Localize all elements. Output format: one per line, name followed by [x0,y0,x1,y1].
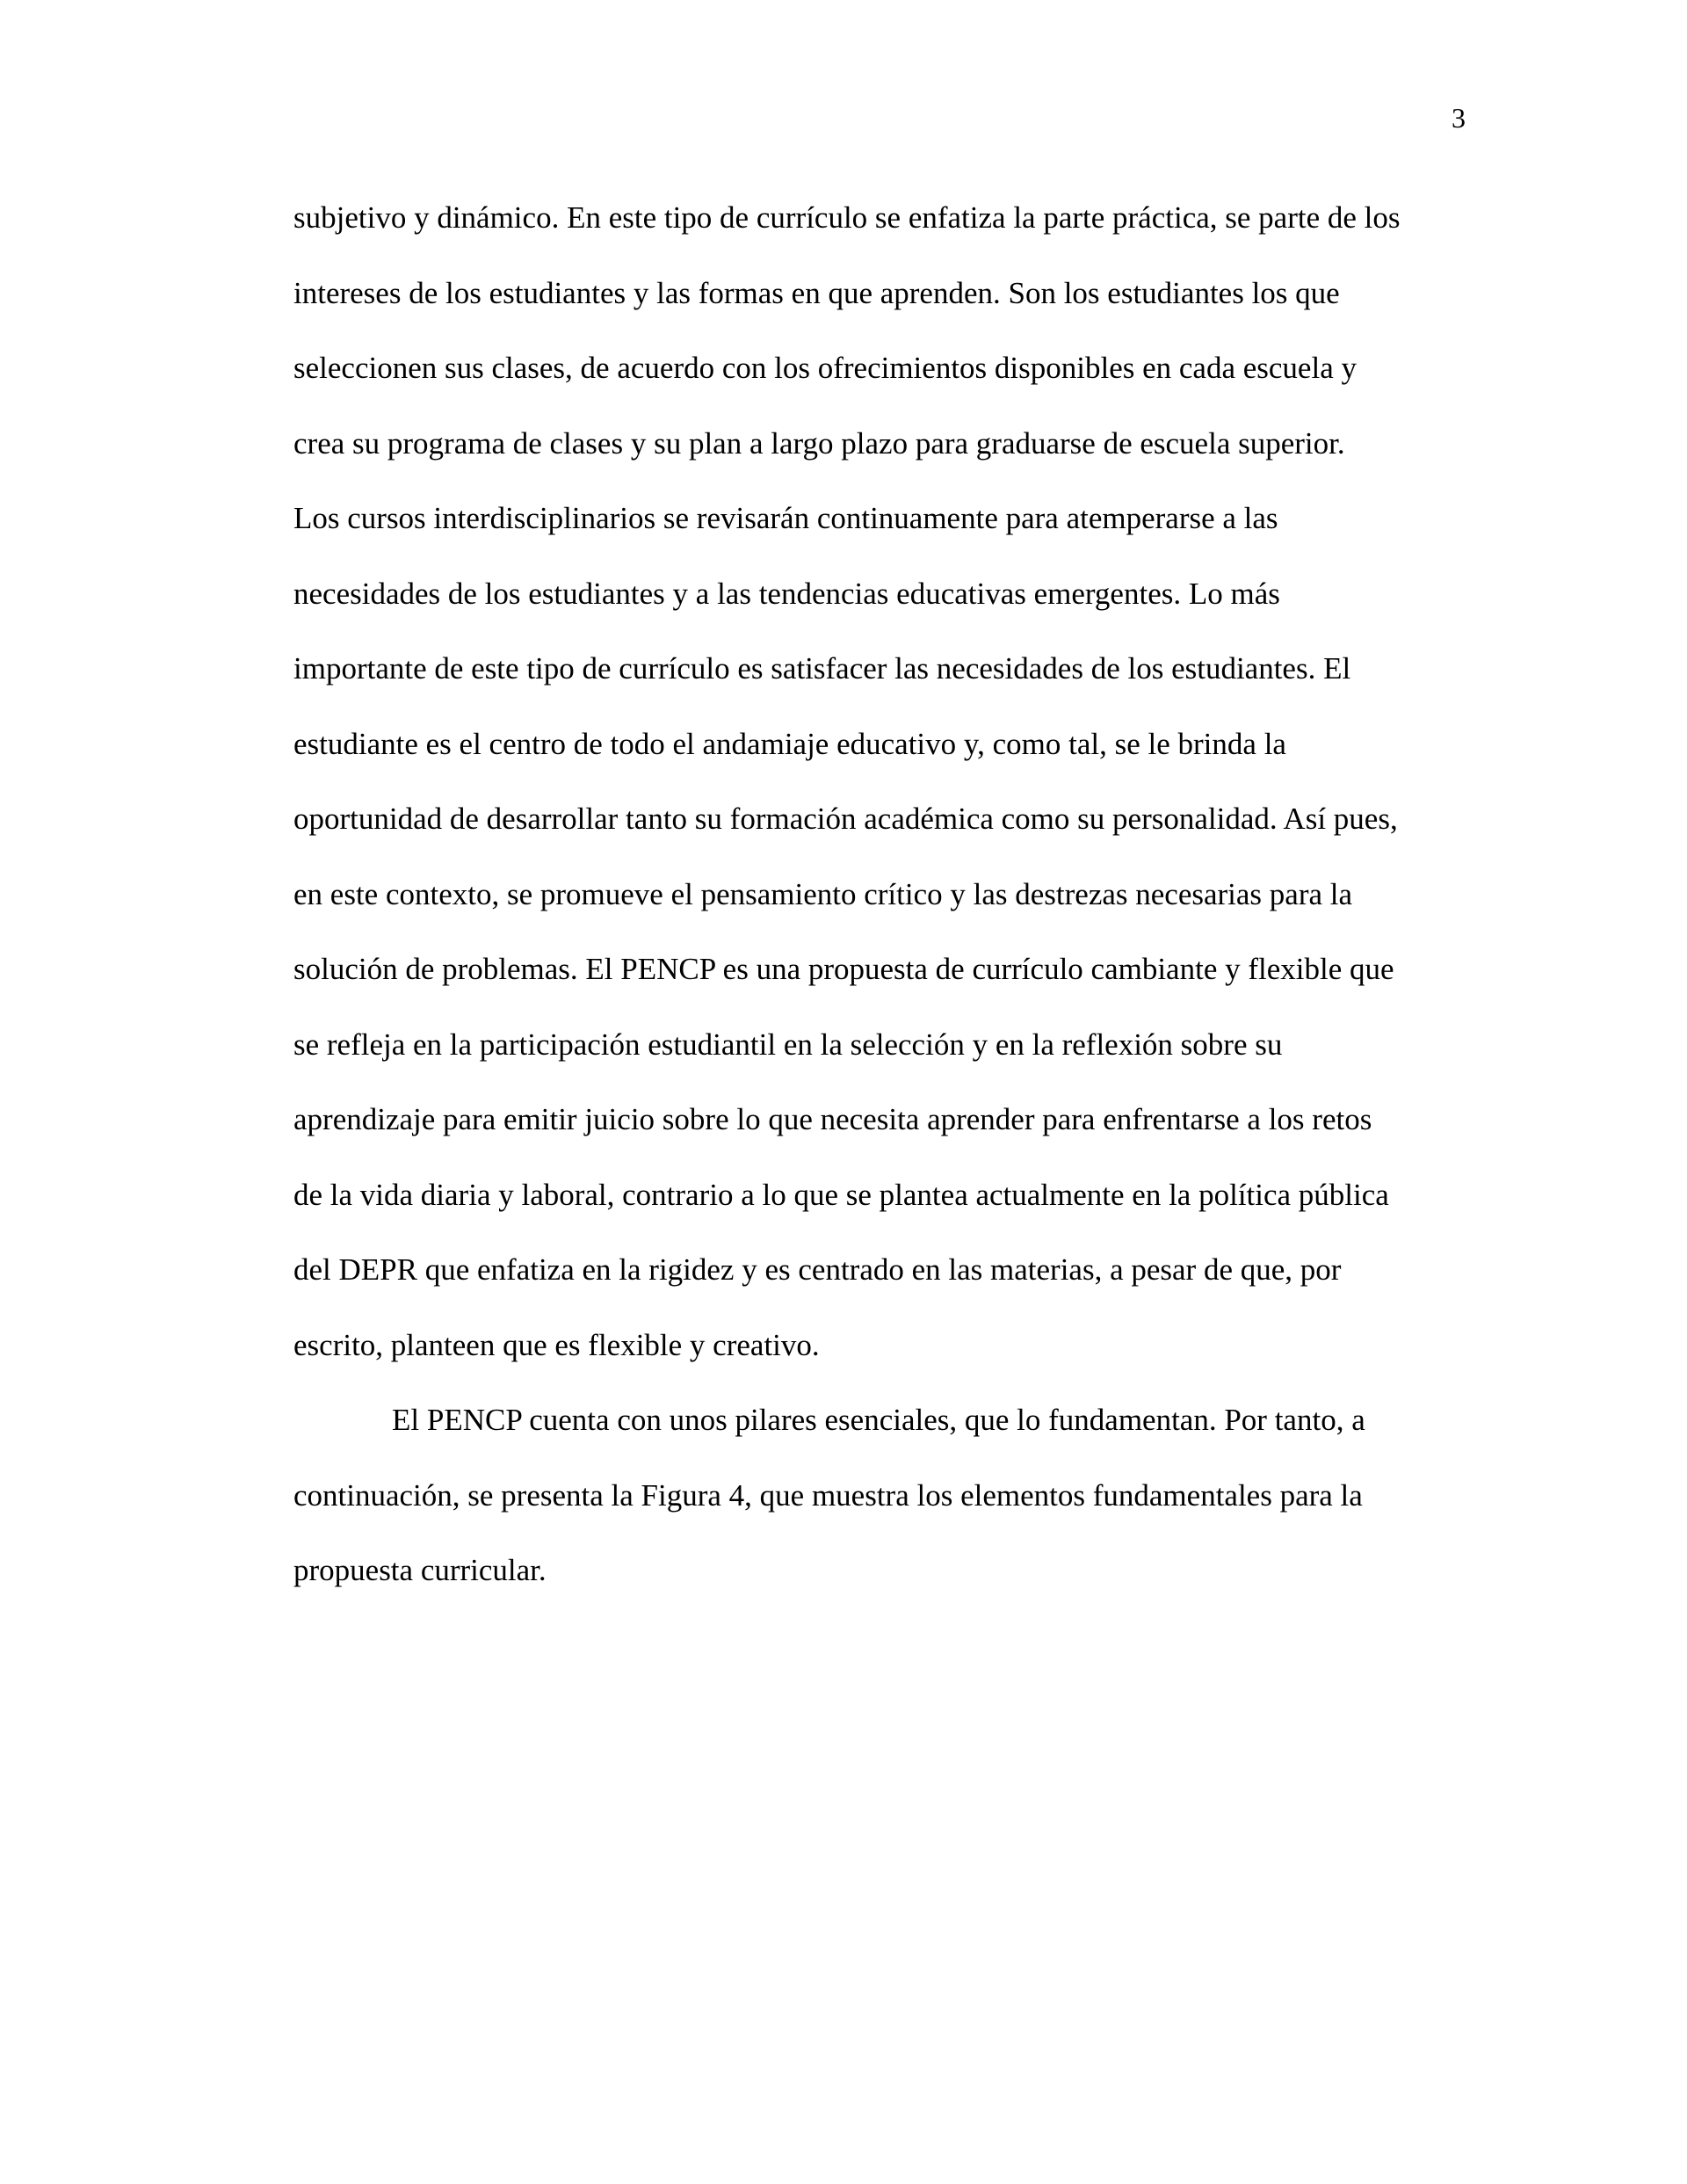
text-line: importante de este tipo de currículo es satisfacer las necesidades de los estudiantes. El [293,651,1351,686]
text-line: de la vida diaria y laboral, contrario a lo que se plantea actualmente en la política pública [293,1177,1389,1212]
text-line: Los cursos interdisciplinarios se revisarán continuamente para atemperarse a las [293,501,1278,535]
page-number: 3 [1452,102,1466,134]
text-line: intereses de los estudiantes y las formas en que aprenden. Son los estudiantes los que [293,275,1340,310]
text-line: crea su programa de clases y su plan a largo plazo para graduarse de escuela superior. [293,425,1345,461]
text-line: propuesta curricular. [293,1553,547,1587]
text-line: seleccionen sus clases, de acuerdo con los ofrecimientos disponibles en cada escuela y [293,351,1357,385]
text-line: escrito, planteen que es flexible y creativo. [293,1327,820,1362]
text-line: necesidades de los estudiantes y a las tendencias educativas emergentes. Lo más [293,576,1280,611]
text-line: continuación, se presenta la Figura 4, que muestra los elementos fundamentales para la [293,1477,1363,1513]
text-line: en este contexto, se promueve el pensamiento crítico y las destrezas necesarias para la [293,876,1353,911]
text-line: subjetivo y dinámico. En este tipo de currículo se enfatiza la parte práctica, se parte de los [293,200,1401,235]
text-line: aprendizaje para emitir juicio sobre lo que necesita aprender para enfrentarse a los retos [293,1102,1372,1136]
body-text [293,195,1497,1623]
text-line: del DEPR que enfatiza en la rigidez y es centrado en las materias, a pesar de que, por [293,1252,1342,1287]
paragraph-first-line: El PENCP cuenta con unos pilares esenciales, que lo fundamentan. Por tanto, a [392,1403,1365,1437]
text-line: estudiante es el centro de todo el andamiaje educativo y, como tal, se le brinda la [293,726,1286,761]
text-line: solución de problemas. El PENCP es una propuesta de currículo cambiante y flexible que [293,952,1394,986]
text-line: se refleja en la participación estudiantil en la selección y en la reflexión sobre su [293,1027,1283,1062]
text-line: oportunidad de desarrollar tanto su formación académica como su personalidad. Así pues, [293,802,1398,836]
